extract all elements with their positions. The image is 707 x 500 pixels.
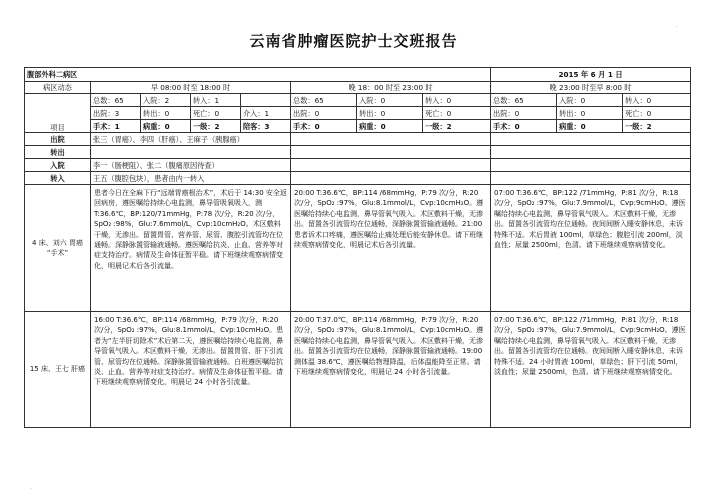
night-stats-r2 [491,107,691,120]
stat-cell: 手术：1 [91,120,141,132]
shift-morning-header: 早 08:00 时至 18:00 时 [91,82,291,94]
patient-note-morning: 患者今日在全麻下行“远端胃癌根治术”，术后于 14:30 安全返回病房，遵医嘱给持续心电监测，鼻导管吸氧吸入，测 T:36.6℃，BP:120/71mmHg，P:78 次/分，R:20 次/分，SpO₂ :98%，Glu:7.6mmol/L，Cvp:10cmH₂O。术区敷料干燥，无渗出。留置胃管、营养管、尿管、腹腔引流管均在位通畅。深静脉置管输液通畅。遵医嘱给抗炎、止血、营养等对症支持治疗。病情及生命体征暂平稳。请下班继续观察病情变化，明晨记术后各引流量。 [91,185,291,312]
stat-cell: 总数：65 [291,94,357,106]
night-stats-r3 [491,120,691,133]
discharge-night [491,133,691,146]
stat-cell: 转入：0 [625,95,652,105]
corner-mark: . [30,484,32,491]
stat-cell: 转出：0 [557,107,623,119]
patient-label: 15 床、王七 肝癌 [25,312,91,428]
patient-note-night: 07:00 T:36.6℃，BP:122 /71mmHg，P:81 次/分，R:18 次/分，SpO₂ :97%，Glu:7.9mmol/L，Cvp:9cmH₂O。遵医嘱给持续心电监测，鼻导管氧气吸入。术区敷料干燥，无渗出。留置各引流管均在位通畅。夜间间断入睡安静休息，未诉特殊不适。24 小时胃液 100ml，草绿色；肝下引流 50ml，淡血性；尿量 2500ml，色清。请下班继续观察病情变化。 [491,312,691,428]
discharge-evening [291,133,491,146]
stat-cell: 转出：0 [357,107,423,119]
stat-cell: 病重：0 [557,120,623,132]
stat-cell: 入院：0 [357,94,423,106]
stat-cell: 死亡：0 [625,108,652,118]
stat-cell: 手术：0 [491,120,557,132]
stat-cell: 一级：2 [425,121,452,131]
shift-evening-header: 晚 18：00 时至 23:00 时 [291,82,491,94]
stat-cell: 病重：0 [141,120,191,132]
transfer-in-label: 转入 [25,172,91,185]
stat-cell: 转出：0 [141,107,191,119]
morning-stats-r1 [91,94,291,107]
stat-cell: 病重：0 [357,120,423,132]
stat-cell: 转入：1 [190,94,240,106]
stat-cell: 陪客：3 [242,121,270,131]
transfer-out-label: 转出 [25,146,91,159]
patient-note-morning: 16:00 T:36.6℃，BP:114 /68mmHg，P:79 次/分，R:20 次/分，SpO₂ :97%，Glu:8.1mmol/L，Cvp:10cmH₂O。患者为“左半肝切除术”术后第二天，遵医嘱给持续心电监测，鼻导管氧气吸入。术区敷料干燥，无渗出。留置胃管、肝下引流管、尿管均在位通畅。深静脉置管输液通畅。白班遵医嘱给抗炎、止血、营养等对症支持治疗。病情及生命体征暂平稳。请下班继续观察病情变化，明晨记 24 小时各引流量。 [91,312,291,428]
discharge-label: 出院 [25,133,91,146]
ward-name: 腹部外科二病区 [25,68,491,82]
stat-cell [240,94,290,106]
morning-stats-r2 [91,107,291,120]
patient-note-evening: 20:00 T:37.0℃，BP:114 /68mmHg，P:79 次/分，R:20 次/分，SpO₂ :97%，Glu:8.1mmol/L，Cvp:10cmH₂O。遵医嘱给持续心电监测，鼻导管氧气吸入。术区敷料干燥，无渗出。留置各引流管均在位通畅，深静脉置管输液通畅。19:00 测体温 38.6℃，遵医嘱给物理降温，后体温能降至正常。请下班继续观察病情变化，明晨记 24 小时各引流量。 [291,312,491,428]
admission-label: 入院 [25,159,91,172]
stat-cell: 出院：0 [291,107,357,119]
stat-cell: 一级：2 [190,120,240,132]
transfer-in-night [491,172,691,185]
evening-stats-r1 [291,94,491,107]
shift-night-header: 晚 23:00 时至早 8:00 时 [491,82,691,94]
stat-cell: 介入：1 [242,108,270,118]
patient-label: 4 床、刘六 胃癌 “手术” [25,185,91,312]
stat-cell: 入院：0 [557,94,623,106]
stat-cell: 死亡：0 [425,108,452,118]
stat-cell: 出院：0 [491,107,557,119]
handover-table [24,67,691,428]
stat-cell: 一级：2 [625,121,652,131]
transfer-in-evening [291,172,491,185]
morning-stats-r3 [91,120,291,133]
stat-cell: 入院：2 [141,94,191,106]
evening-stats-r3 [291,120,491,133]
stat-cell: 出院：3 [91,107,141,119]
corner-mark: . [676,22,678,29]
night-stats-r1 [491,94,691,107]
stat-cell: 死亡：0 [190,107,240,119]
ward-status-label: 病区动态 [25,82,91,94]
discharge-text: 张三（胃癌）、李四（肝癌）、王麻子（胰腺癌） [91,133,291,146]
stat-cell: 总数：65 [91,94,141,106]
transfer-out-evening [291,146,491,159]
stat-cell: 手术：0 [291,120,357,132]
report-date: 2015 年 6 月 1 日 [491,68,691,82]
evening-stats-r2 [291,107,491,120]
patient-note-night: 07:00 T:36.6℃，BP:122 /71mmHg，P:81 次/分，R:18 次/分，SpO₂ :97%，Glu:7.9mmol/L，Cvp:9cmH₂O。遵医嘱给持续心电监测，鼻导管氧气吸入。术区敷料干燥，无渗出。留置各引流管均在位通畅。夜间间断入睡安静休息，未诉特殊不适。术后胃液 100ml，草绿色；腹腔引流 200ml，淡血性；尿量 2500ml，色清。请下班继续观察病情变化。 [491,185,691,312]
stat-cell: 转入：0 [425,95,452,105]
stat-cell: 总数：65 [491,94,557,106]
transfer-out-morning [91,146,291,159]
patient-note-evening: 20:00 T:36.6℃，BP:114 /68mmHg，P:79 次/分，R:20 次/分，SpO₂ :97%，Glu:8.1mmol/L，Cvp:10cmH₂O。遵医嘱给持续心电监测，鼻导管氧气吸入。术区敷料干燥，无渗出。留置各引流管均在位通畅，深静脉置管输液通畅。21:00 患者诉术口疼痛，遵医嘱给止痛处理后能安静休息。请下班继续观察病情变化，明晨记术后各引流量。 [291,185,491,312]
transfer-in-text: 王五（腹腔包块），患者由内一转入 [91,172,291,185]
admission-text: 李一（肠梗阻）、张二（腹痛原因待查） [91,159,291,172]
admission-evening [291,159,491,172]
transfer-out-night [491,146,691,159]
page-title: 云南省肿瘤医院护士交班报告 [249,32,458,50]
admission-night [491,159,691,172]
item-label: 项目 [25,94,91,133]
